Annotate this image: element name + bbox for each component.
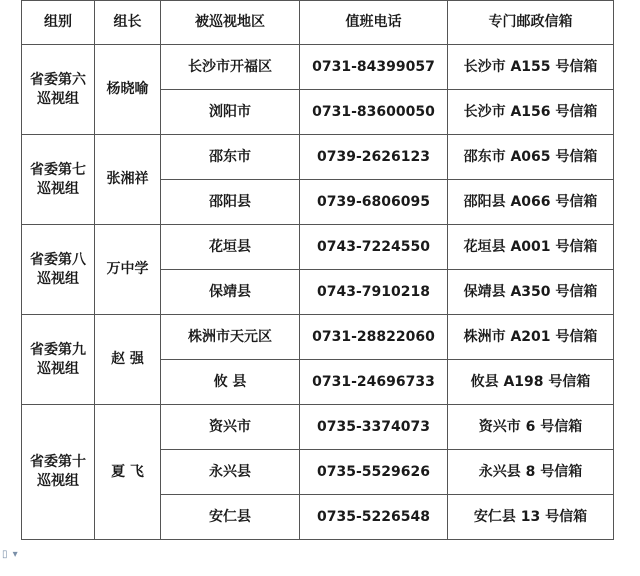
page-corner-glyph: ▯ ▾	[2, 549, 19, 560]
area-cell: 永兴县	[161, 450, 300, 495]
mailbox-cell: 永兴县 8 号信箱	[448, 450, 614, 495]
phone-cell: 0735-3374073	[300, 405, 448, 450]
phone-cell: 0735-5529626	[300, 450, 448, 495]
area-cell: 资兴市	[161, 405, 300, 450]
phone-cell: 0739-6806095	[300, 180, 448, 225]
group-name-cell: 省委第十 巡视组	[22, 405, 95, 540]
area-cell: 株洲市天元区	[161, 315, 300, 360]
area-cell: 花垣县	[161, 225, 300, 270]
phone-cell: 0731-28822060	[300, 315, 448, 360]
header-phone: 值班电话	[300, 1, 448, 45]
table-row	[22, 225, 614, 270]
phone-cell: 0731-84399057	[300, 45, 448, 90]
table-body	[22, 1, 614, 540]
area-cell: 浏阳市	[161, 90, 300, 135]
header-area: 被巡视地区	[161, 1, 300, 45]
phone-cell: 0743-7224550	[300, 225, 448, 270]
mailbox-cell: 保靖县 A350 号信箱	[448, 270, 614, 315]
header-group: 组别	[22, 1, 95, 45]
mailbox-cell: 株洲市 A201 号信箱	[448, 315, 614, 360]
area-cell: 安仁县	[161, 495, 300, 540]
group-name-cell: 省委第六 巡视组	[22, 45, 95, 135]
mailbox-cell: 邵阳县 A066 号信箱	[448, 180, 614, 225]
table-row	[22, 405, 614, 450]
area-cell: 长沙市开福区	[161, 45, 300, 90]
group-name-cell: 省委第七 巡视组	[22, 135, 95, 225]
phone-cell: 0743-7910218	[300, 270, 448, 315]
group-name-cell: 省委第八 巡视组	[22, 225, 95, 315]
table-row	[22, 315, 614, 360]
table-row	[22, 45, 614, 90]
header-row	[22, 1, 614, 45]
mailbox-cell: 长沙市 A155 号信箱	[448, 45, 614, 90]
mailbox-cell: 邵东市 A065 号信箱	[448, 135, 614, 180]
group-leader-cell: 杨晓喻	[95, 45, 161, 135]
group-name-cell: 省委第九 巡视组	[22, 315, 95, 405]
phone-cell: 0731-24696733	[300, 360, 448, 405]
area-cell: 保靖县	[161, 270, 300, 315]
phone-cell: 0735-5226548	[300, 495, 448, 540]
header-leader: 组长	[95, 1, 161, 45]
table-row	[22, 135, 614, 180]
mailbox-cell: 花垣县 A001 号信箱	[448, 225, 614, 270]
phone-cell: 0731-83600050	[300, 90, 448, 135]
mailbox-cell: 资兴市 6 号信箱	[448, 405, 614, 450]
group-leader-cell: 夏 飞	[95, 405, 161, 540]
group-leader-cell: 万中学	[95, 225, 161, 315]
group-leader-cell: 赵 强	[95, 315, 161, 405]
header-mailbox: 专门邮政信箱	[448, 1, 614, 45]
mailbox-cell: 安仁县 13 号信箱	[448, 495, 614, 540]
phone-cell: 0739-2626123	[300, 135, 448, 180]
area-cell: 攸 县	[161, 360, 300, 405]
mailbox-cell: 长沙市 A156 号信箱	[448, 90, 614, 135]
area-cell: 邵东市	[161, 135, 300, 180]
mailbox-cell: 攸县 A198 号信箱	[448, 360, 614, 405]
area-cell: 邵阳县	[161, 180, 300, 225]
inspection-contact-table	[21, 0, 614, 540]
group-leader-cell: 张湘祥	[95, 135, 161, 225]
